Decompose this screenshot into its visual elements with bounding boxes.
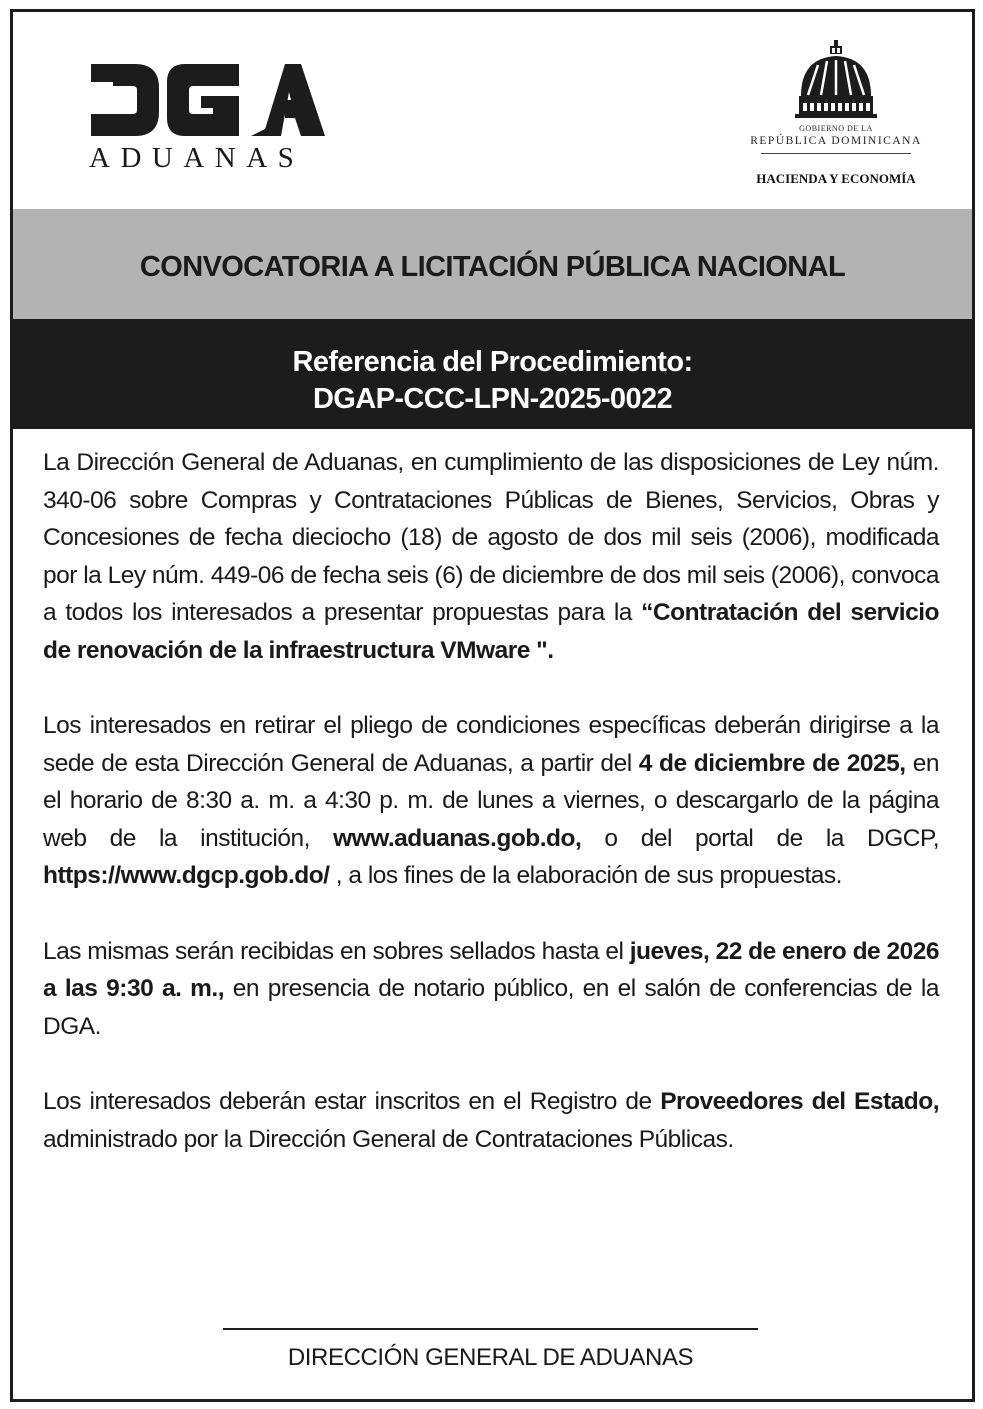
paragraph-deadline-text: Las mismas serán recibidas en sobres sellados hasta el (43, 937, 630, 965)
palace-dome-icon (741, 40, 931, 122)
paragraph-retrieval-text: o del portal de la DGCP, (581, 824, 939, 852)
contract-object: “Contratación del servicio de renovación de la infraestructura VMware ". (43, 599, 939, 664)
website-link: www.aduanas.gob.do, (333, 824, 582, 852)
paragraph-registry-text: administrado por la Dirección General de Contrataciones Públicas. (43, 1125, 734, 1153)
signature-name: DIRECCIÓN GENERAL DE ADUANAS (287, 1344, 694, 1371)
dga-logo (89, 62, 329, 182)
paragraph-registry (43, 1083, 939, 1158)
paragraph-deadline (43, 933, 939, 1046)
registry-name: Proveedores del Estado, (660, 1088, 940, 1115)
paragraph-registry-text: Los interesados deberán estar inscritos en el Registro de (43, 1088, 661, 1115)
government-logo-line3: HACIENDA Y ECONOMÍA (756, 171, 916, 186)
notice-frame (10, 9, 975, 1402)
paragraph-intro (43, 444, 939, 669)
government-logo-line1: GOBIERNO DE LA (799, 124, 873, 133)
dga-logo-mark (89, 62, 329, 142)
notice-title: CONVOCATORIA A LICITACIÓN PÚBLICA NACIONAL (139, 251, 846, 283)
notice-body (43, 444, 939, 1196)
paragraph-retrieval-text: Los interesados en retirar el pliego de condiciones específicas deberán dirigirse a la sede de esta Dirección General de Aduanas, a partir del (43, 712, 939, 777)
paragraph-intro-text: La Dirección General de Aduanas, en cumplimiento de las disposiciones de Ley núm. 340-06 sobre Compras y Contrataciones Públicas de Bienes, Servicios, Obras y Concesiones de fecha dieciocho (18) de agosto de dos mil seis (2006), modificada por la Ley núm. 449-06 de fecha seis (6) de diciembre de dos mil seis (2006), convoca a todos los interesados a presentar propuestas para la (43, 449, 939, 626)
government-logo-divider (761, 153, 911, 154)
paragraph-retrieval (43, 707, 939, 895)
paragraph-retrieval-text: , a los fines de la elaboración de sus propuestas. (329, 862, 842, 889)
paragraph-deadline-text: en presencia de notario público, en el salón de conferencias de la DGA. (43, 975, 939, 1040)
dga-logo-subtitle: ADUANAS (89, 142, 305, 174)
paragraph-retrieval-text: en el horario de 8:30 a. m. a 4:30 p. m. de lunes a viernes, o descargarlo de la página web de la institución, (43, 749, 939, 852)
government-logo (741, 40, 931, 200)
dgcp-portal-link: https://www.dgcp.gob.do/ (43, 862, 330, 889)
deadline-date: jueves, 22 de enero de 2026 a las 9:30 a. m., (43, 937, 939, 1002)
reference-band (13, 319, 972, 429)
reference-label: Referencia del Procedimiento: (292, 346, 693, 378)
government-logo-line2: REPÚBLICA DOMINICANA (750, 135, 922, 147)
signature-line (223, 1328, 758, 1330)
start-date: 4 de diciembre de 2025, (638, 749, 906, 777)
title-band (13, 209, 972, 319)
reference-code: DGAP-CCC-LPN-2025-0022 (312, 383, 673, 415)
